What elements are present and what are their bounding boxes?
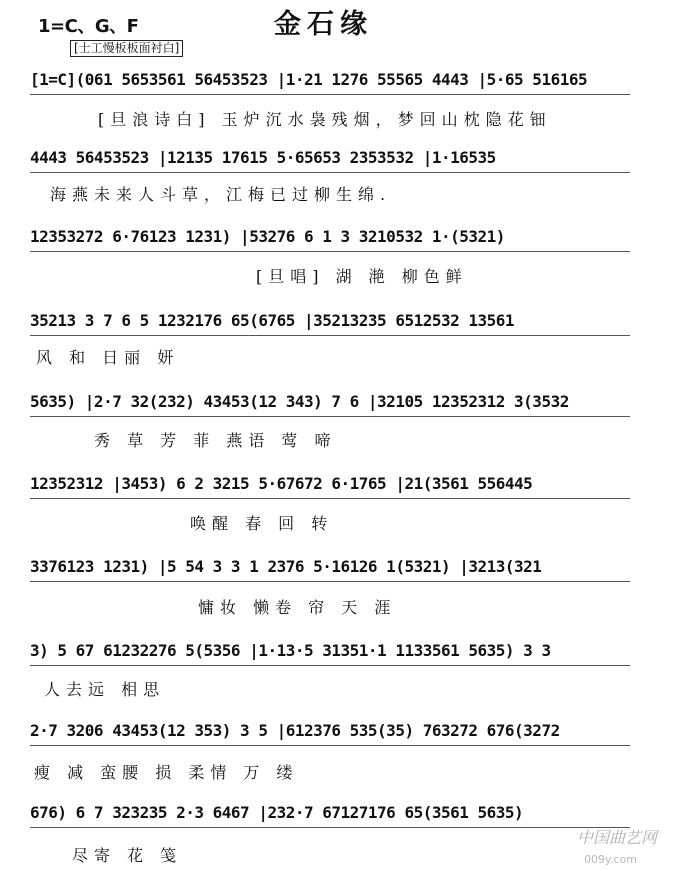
lyrics-row: [旦唱] 湖 滟 柳色鲜 [256, 267, 468, 286]
divider [30, 335, 630, 336]
lyrics-row: 风 和 日丽 妍 [36, 348, 180, 367]
notation-row: 4443 56453523 |12135 17615 5·65653 2353532 |1·16535 [30, 148, 496, 167]
lyrics-row: 秀 草 芳 菲 燕语 莺 啼 [94, 431, 337, 450]
divider [30, 498, 630, 499]
notation-row: 5635) |2·7 32(232) 43453(12 343) 7 6 |32105 12352312 3(3532 [30, 392, 569, 411]
divider [30, 665, 630, 666]
divider [30, 172, 630, 173]
divider [30, 251, 630, 252]
watermark-logo: 中国曲艺网 [576, 828, 657, 847]
page-title: 金石缘 [274, 9, 373, 40]
notation-row: 3) 5 67 61232276 5(5356 |1·13·5 31351·1 1133561 5635) 3 3 [30, 641, 551, 660]
lyrics-row: 瘦 减 蛮腰 损 柔情 万 缕 [34, 763, 299, 782]
notation-row: 12353272 6·76123 1231) |53276 6 1 3 3210532 1·(5321) [30, 227, 505, 246]
notation-row: 2·7 3206 43453(12 353) 3 5 |612376 535(35) 763272 676(3272 [30, 721, 560, 740]
notation-row: 12352312 |3453) 6 2 3215 5·67672 6·1765 |21(3561 556445 [30, 474, 533, 493]
lyrics-row: [旦浪诗白] 玉炉沉水袅残烟，梦回山枕隐花钿 [98, 110, 552, 129]
divider [30, 416, 630, 417]
divider [30, 745, 630, 746]
lyrics-row: 慵妆 懒卷 帘 天 涯 [198, 598, 397, 617]
watermark-url: 009y.com [584, 853, 637, 866]
lyrics-row: 海燕未来人斗草，江梅已过柳生绵. [50, 185, 392, 204]
notation-row: [1=C](061 5653561 56453523 |1·21 1276 55565 4443 |5·65 516165 [30, 70, 588, 89]
notation-row: 3376123 1231) |5 54 3 3 1 2376 5·16126 1(5321) |3213(321 [30, 557, 542, 576]
divider [30, 94, 630, 95]
notation-row: 35213 3 7 6 5 1232176 65(6765 |35213235 6512532 13561 [30, 311, 515, 330]
divider [30, 581, 630, 582]
key-signature: 1=C、G、F [38, 16, 139, 37]
lyrics-row: 唤醒 春 回 转 [190, 514, 334, 533]
lyrics-row: 人去远 相思 [44, 680, 166, 699]
notation-row: 676) 6 7 323235 2·3 6467 |232·7 67127176 65(3561 5635) [30, 803, 524, 822]
style-label: [士工慢板板面衬白] [70, 40, 183, 57]
lyrics-row: 尽寄 花 笺 [72, 846, 183, 865]
divider [30, 827, 630, 828]
